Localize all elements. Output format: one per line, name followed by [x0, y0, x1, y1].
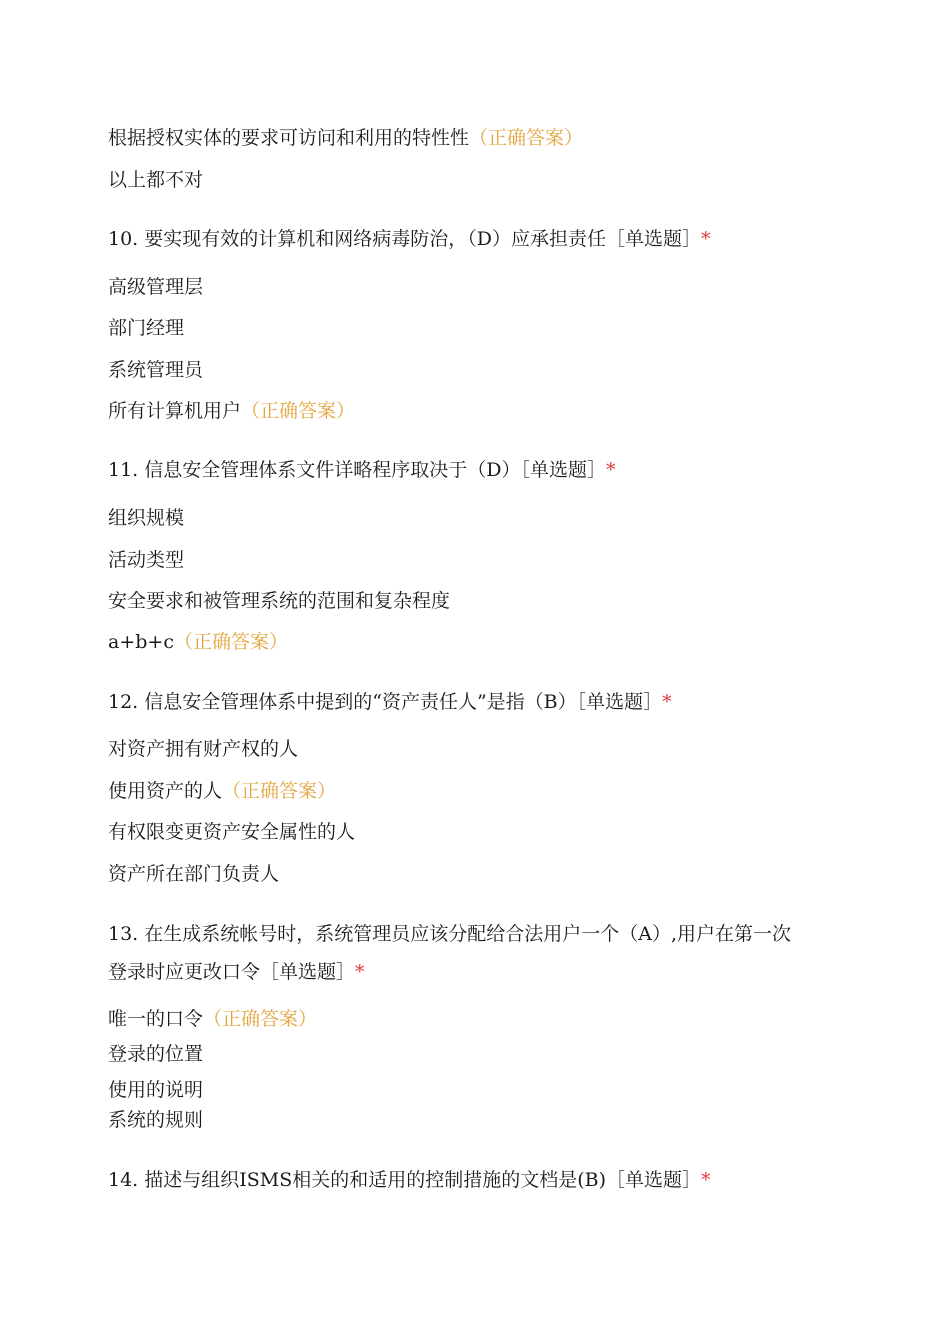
option-text: 安全要求和被管理系统的范围和复杂程度: [108, 590, 451, 612]
option-q12-a[interactable]: [108, 736, 298, 762]
correct-answer-label: （正确答案）: [469, 127, 584, 149]
required-asterisk: *: [701, 1169, 711, 1191]
required-asterisk: *: [606, 459, 616, 481]
option-text: 根据授权实体的要求可访问和利用的特性性: [108, 127, 470, 149]
option-q12-b[interactable]: [108, 778, 336, 804]
option-text: 有权限变更资产安全属性的人: [108, 821, 356, 843]
correct-answer-label: （正确答案）: [222, 780, 337, 802]
required-asterisk: *: [662, 691, 672, 713]
question-13-title-line-2: 登录时应更改口令［单选题］*: [108, 961, 365, 983]
question-13-title-line-1: 13. 在生成系统帐号时，系统管理员应该分配给合法用户一个（A）,用户在第一次: [108, 923, 792, 945]
question-10-title: 10. 要实现有效的计算机和网络病毒防治，（D）应承担责任［单选题］*: [108, 228, 711, 250]
option-text: 高级管理层: [108, 276, 204, 298]
option-q10-c[interactable]: [108, 357, 203, 383]
option-q12-d[interactable]: [108, 861, 279, 887]
option-q11-c[interactable]: [108, 588, 450, 614]
option-q10-a[interactable]: [108, 274, 203, 300]
option-text: 所有计算机用户: [108, 400, 242, 422]
question-14-title: 14. 描述与组织ISMS相关的和适用的控制措施的文档是(B)［单选题］*: [108, 1169, 711, 1191]
correct-answer-label: （正确答案）: [241, 400, 356, 422]
option-q10-d[interactable]: [108, 398, 355, 424]
option-text: 登录的位置: [108, 1043, 204, 1065]
option-q11-b[interactable]: [108, 547, 184, 573]
option-text: 对资产拥有财产权的人: [108, 738, 299, 760]
option-text: 系统的规则: [108, 1109, 204, 1131]
option-q9-b[interactable]: [108, 167, 203, 193]
option-text: 使用的说明: [108, 1079, 204, 1101]
option-text: 组织规模: [108, 507, 185, 529]
question-11-title: 11. 信息安全管理体系文件详略程序取决于（D）［单选题］*: [108, 459, 616, 481]
option-text: 部门经理: [108, 317, 185, 339]
option-text: 唯一的口令: [108, 1008, 204, 1030]
option-q13-a[interactable]: [108, 1006, 317, 1032]
question-12-title: 12. 信息安全管理体系中提到的“资产责任人”是指（B）［单选题］*: [108, 691, 672, 713]
option-text: 使用资产的人: [108, 780, 223, 802]
option-q11-d[interactable]: [108, 629, 288, 655]
required-asterisk: *: [701, 228, 711, 250]
option-q13-c[interactable]: [108, 1077, 203, 1103]
required-asterisk: *: [355, 961, 365, 983]
option-q10-b[interactable]: [108, 315, 184, 341]
correct-answer-label: （正确答案）: [203, 1008, 318, 1030]
option-q11-a[interactable]: [108, 505, 184, 531]
option-q9-a[interactable]: [108, 125, 583, 151]
option-text: 系统管理员: [108, 359, 204, 381]
option-q12-c[interactable]: [108, 819, 355, 845]
option-q13-b[interactable]: [108, 1041, 203, 1067]
option-text: a+b+c: [108, 631, 174, 653]
option-text: 活动类型: [108, 549, 185, 571]
correct-answer-label: （正确答案）: [173, 631, 288, 653]
option-text: 以上都不对: [108, 169, 204, 191]
option-q13-d[interactable]: [108, 1107, 203, 1133]
option-text: 资产所在部门负责人: [108, 863, 280, 885]
